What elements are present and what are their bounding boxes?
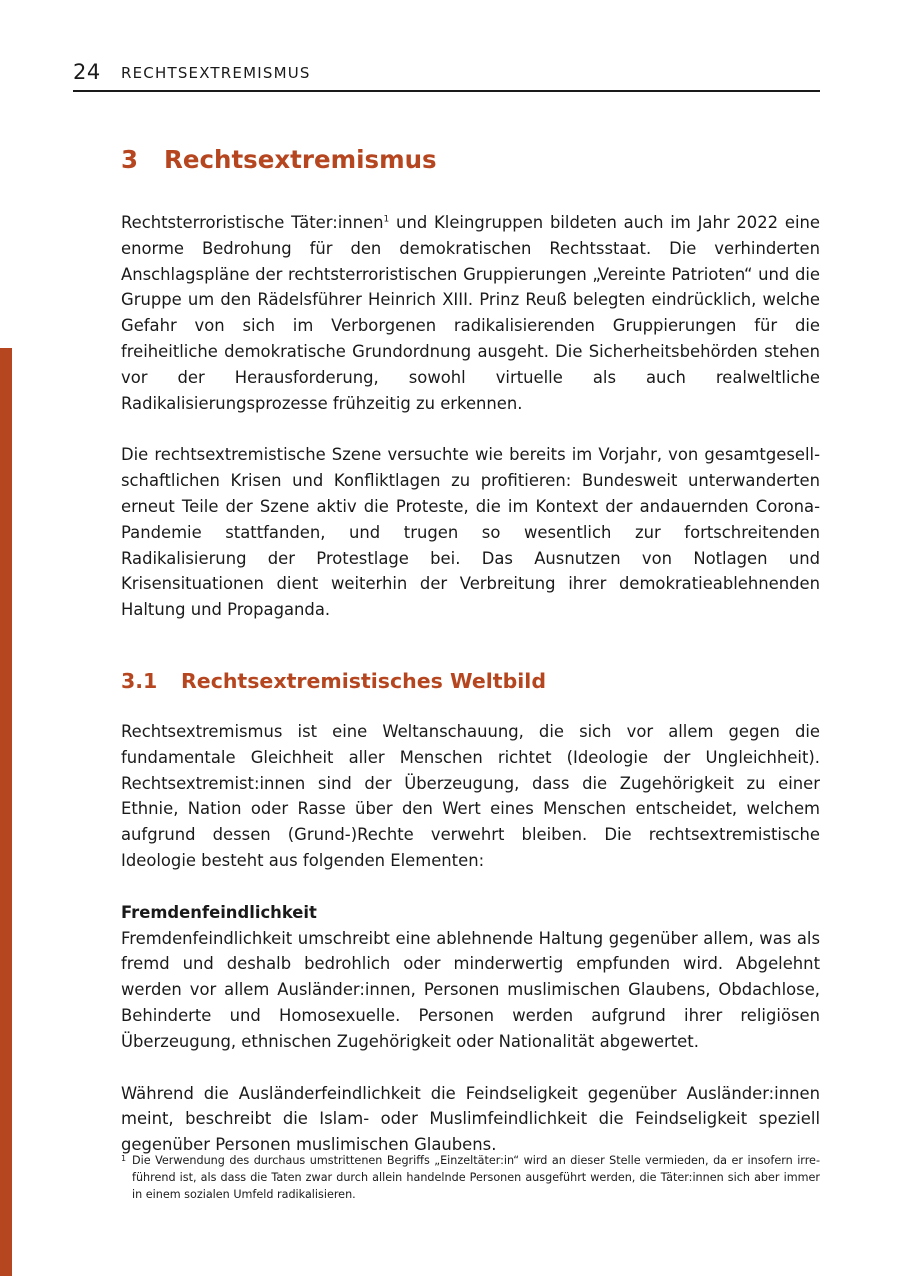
chapter-title: Rechtsextremismus: [164, 145, 437, 174]
footnote-mark: 1: [121, 1154, 127, 1163]
section-intro-paragraph: Rechtsextremismus ist eine Weltanschauung, die sich vor allem gegen die fundamentale Gleichheit aller Menschen richtet (Ideologie der Ungleichheit). Rechtsextremist:innen sind der Überzeugung, dass die Zugehörigkeit zu einer Ethnie, Nation oder Rasse über den Wert eines Menschen entscheidet, welchem aufgrund dessen (Grund-)Rechte verwehrt bleiben. Die rechtsextremistische Ideologie besteht aus folgenden Elementen:: [121, 721, 820, 870]
page-number: 24: [73, 60, 101, 84]
side-accent-bar: [0, 348, 12, 1276]
page-header: [73, 58, 820, 92]
paragraph-text-start: Rechtsterroristische Täter:innen: [121, 213, 384, 232]
chapter-paragraph-2: Die rechtsextremistische Szene versuchte wie bereits im Vorjahr, von gesamtgesellschaftlichen Krisen und Konfliktlagen zu profitieren: Bundesweit unterwanderten erneut Teile der Szene aktiv die Proteste, die im Kontext der andauernden Corona-Pandemie stattfanden, und trugen so wesentlich zur fortschreitenden Radikalisierung der Protestlage bei. Das Ausnutzen von Notlagen und Krisensituationen dient weiterhin der Verbreitung ihrer demokratieablehnenden Haltung und Propaganda.: [121, 445, 820, 620]
paragraph-text-rest: und Kleingruppen bildeten auch im Jahr 2022 eine enorme Bedrohung für den demokratischen Rechtsstaat. Die verhinderten Anschlagspläne der rechtsterroristischen Gruppierungen „Vereinte Patrioten“ und die Gruppe um den Rädelsführer Heinrich XIII. Prinz Reuß belegten eindrücklich, welche Gefahr von sich im Verborgenen radikalisierenden Gruppierungen für die freiheitliche demokratische Grundordnung ausgeht. Die Sicherheitsbehörden stehen vor der Herausforderung, sowohl virtuelle als auch realweltliche Radikalisierungsprozesse frühzeitig zu erkennen.: [121, 213, 820, 413]
chapter-heading: [121, 144, 820, 176]
term-heading: Fremdenfeindlichkeit: [121, 902, 317, 922]
footnote-reference[interactable]: 1: [383, 214, 390, 225]
section-heading: [121, 667, 820, 695]
main-content: [121, 144, 820, 1158]
term-paragraph-1: Fremdenfeindlichkeit umschreibt eine ablehnende Haltung gegenüber allem, was als fremd und deshalb bedrohlich oder minderwertig empfunden wird. Abgelehnt werden vor allem Ausländer:innen, Personen muslimischen Glaubens, Obdachlose, Behinderte und Homosexuelle. Personen werden aufgrund ihrer religiösen Überzeugung, ethnischen Zugehörigkeit oder Nationalität abgewertet.: [121, 928, 820, 1051]
section-title: Rechtsextremistisches Weltbild: [181, 668, 546, 693]
section-number: 3.1: [121, 668, 158, 693]
term-paragraph-2: Während die Ausländerfeindlichkeit die Feindseligkeit gegenüber Ausländer:innen meint, beschreibt die Islam- oder Muslimfeindlichkeit die Feindseligkeit speziell gegenüber Personen muslimischen Glaubens.: [121, 1083, 820, 1155]
running-title: RECHTSEXTREMISMUS: [121, 64, 311, 82]
chapter-paragraph-1: [121, 210, 820, 416]
chapter-number: 3: [121, 145, 139, 174]
footnote-text: Die Verwendung des durchaus umstrittenen Begriffs „Einzeltäter:in“ wird an dieser Stelle vermieden, da er insofern irreführend ist, als dass die Taten zwar durch allein handelnde Personen ausgeführt werden, die Täter:innen sich aber immer in einem sozialen Umfeld radikalisieren.: [132, 1154, 820, 1201]
footnote: [121, 1152, 820, 1203]
